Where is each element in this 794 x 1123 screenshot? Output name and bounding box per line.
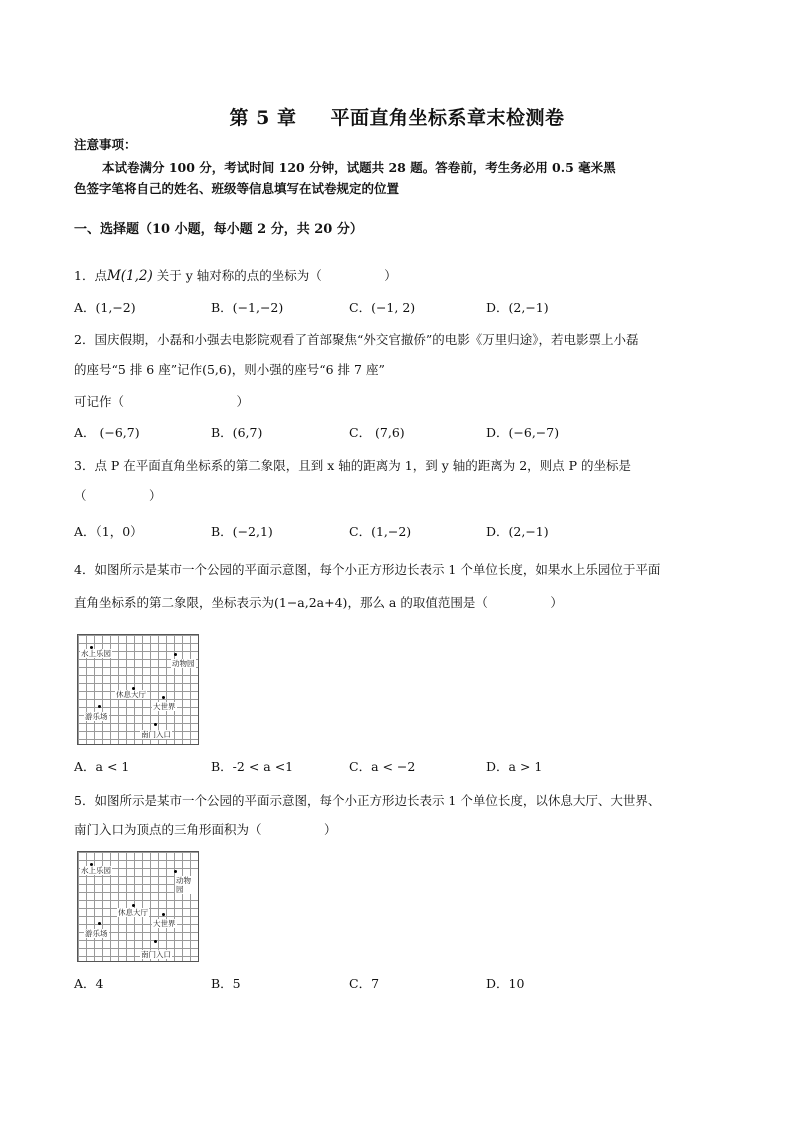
q1-point: M(1,2) [106, 268, 153, 284]
map-point [174, 870, 177, 873]
q1-option-d[interactable]: D．(2,−1) [486, 300, 549, 315]
map-label-big-world: 大世界 [153, 702, 176, 711]
map-label-zoo: 动物园 [175, 876, 198, 894]
notice-heading: 注意事项： [74, 137, 137, 152]
q2-option-b[interactable]: B．(6,7) [211, 425, 263, 440]
map-point [154, 940, 157, 943]
q4-option-b[interactable]: B．-2 < a <1 [211, 759, 294, 774]
map-point [162, 696, 165, 699]
notice-line-1: 本试卷满分 100 分，考试时间 120 分钟，试题共 28 题。答卷前，考生务必用 0.5 毫米黑 [102, 160, 616, 175]
q5-option-a[interactable]: A．4 [74, 976, 104, 991]
q4-park-map [77, 634, 199, 745]
q4-option-c[interactable]: C．a < −2 [349, 759, 416, 774]
q3-option-a[interactable]: A．（1，0） [74, 524, 143, 539]
page-title [0, 103, 794, 130]
q2-line-2: 的座号“5 排 6 座”记作(5,6)，则小强的座号“6 排 7 座” [74, 362, 385, 377]
map-label-water-park: 水上乐园 [81, 649, 111, 658]
q3-option-c[interactable]: C．(1,−2) [349, 524, 412, 539]
map-label-playground: 游乐场 [85, 712, 108, 721]
q2-line-3: 可记作（ ） [74, 394, 250, 409]
q2-line-1: 2．国庆假期，小磊和小强去电影院观看了首部聚焦“外交官撤侨”的电影《万里归途》，若电影票上小磊 [74, 332, 639, 347]
notice-line-2: 色签字笔将自己的姓名、班级等信息填写在试卷规定的位置 [74, 181, 400, 196]
map-label-rest-hall: 休息大厅 [116, 690, 146, 699]
map-label-zoo: 动物园 [172, 659, 195, 668]
chapter-label: 第 5 章 [229, 107, 297, 129]
map-label-big-world: 大世界 [153, 919, 176, 928]
map-point [98, 922, 101, 925]
map-point [174, 653, 177, 656]
q1-num: 1．点 [74, 268, 107, 283]
map-point [98, 705, 101, 708]
q5-option-b[interactable]: B．5 [211, 976, 241, 991]
map-point [154, 723, 157, 726]
q1-text: 关于 y 轴对称的点的坐标为（ ） [156, 268, 397, 283]
q2-option-d[interactable]: D．(−6,−7) [486, 425, 560, 440]
q1-stem [74, 268, 397, 284]
q4-line-2: 直角坐标系的第二象限，坐标表示为(1−a,2a+4)，那么 a 的取值范围是（ ） [74, 595, 563, 610]
q5-option-c[interactable]: C．7 [349, 976, 380, 991]
section-heading: 一、选择题（10 小题，每小题 2 分，共 20 分） [74, 222, 363, 237]
q5-park-map [77, 851, 199, 962]
map-label-south-gate: 南门入口 [141, 950, 171, 959]
q5-line-1: 5．如图所示是某市一个公园的平面示意图，每个小正方形边长表示 1 个单位长度，以休息大厅、大世界、 [74, 793, 661, 808]
map-point [162, 913, 165, 916]
map-label-south-gate: 南门入口 [141, 730, 171, 739]
q4-option-a[interactable]: A．a < 1 [74, 759, 130, 774]
q3-option-d[interactable]: D．(2,−1) [486, 524, 549, 539]
q3-line-2: （ ） [74, 488, 162, 503]
q1-option-c[interactable]: C．(−1, 2) [349, 300, 416, 315]
map-label-water-park: 水上乐园 [81, 866, 111, 875]
q3-line-1: 3．点 P 在平面直角坐标系的第二象限，且到 x 轴的距离为 1，到 y 轴的距离为 2，则点 P 的坐标是 [74, 458, 632, 473]
q4-line-1: 4．如图所示是某市一个公园的平面示意图，每个小正方形边长表示 1 个单位长度，如果水上乐园位于平面 [74, 562, 661, 577]
title-text: 平面直角坐标系章末检测卷 [330, 107, 565, 129]
map-point [132, 904, 135, 907]
q2-option-c[interactable]: C． (7,6) [349, 425, 405, 440]
q2-option-a[interactable]: A． (−6,7) [74, 425, 140, 440]
q3-option-b[interactable]: B．(−2,1) [211, 524, 273, 539]
q5-line-2: 南门入口为顶点的三角形面积为（ ） [74, 822, 337, 837]
q1-option-a[interactable]: A．(1,−2) [74, 300, 136, 315]
q1-option-b[interactable]: B．(−1,−2) [211, 300, 284, 315]
map-label-playground: 游乐场 [85, 929, 108, 938]
q5-option-d[interactable]: D．10 [486, 976, 525, 991]
q4-option-d[interactable]: D．a > 1 [486, 759, 543, 774]
map-label-rest-hall: 休息大厅 [118, 908, 148, 917]
